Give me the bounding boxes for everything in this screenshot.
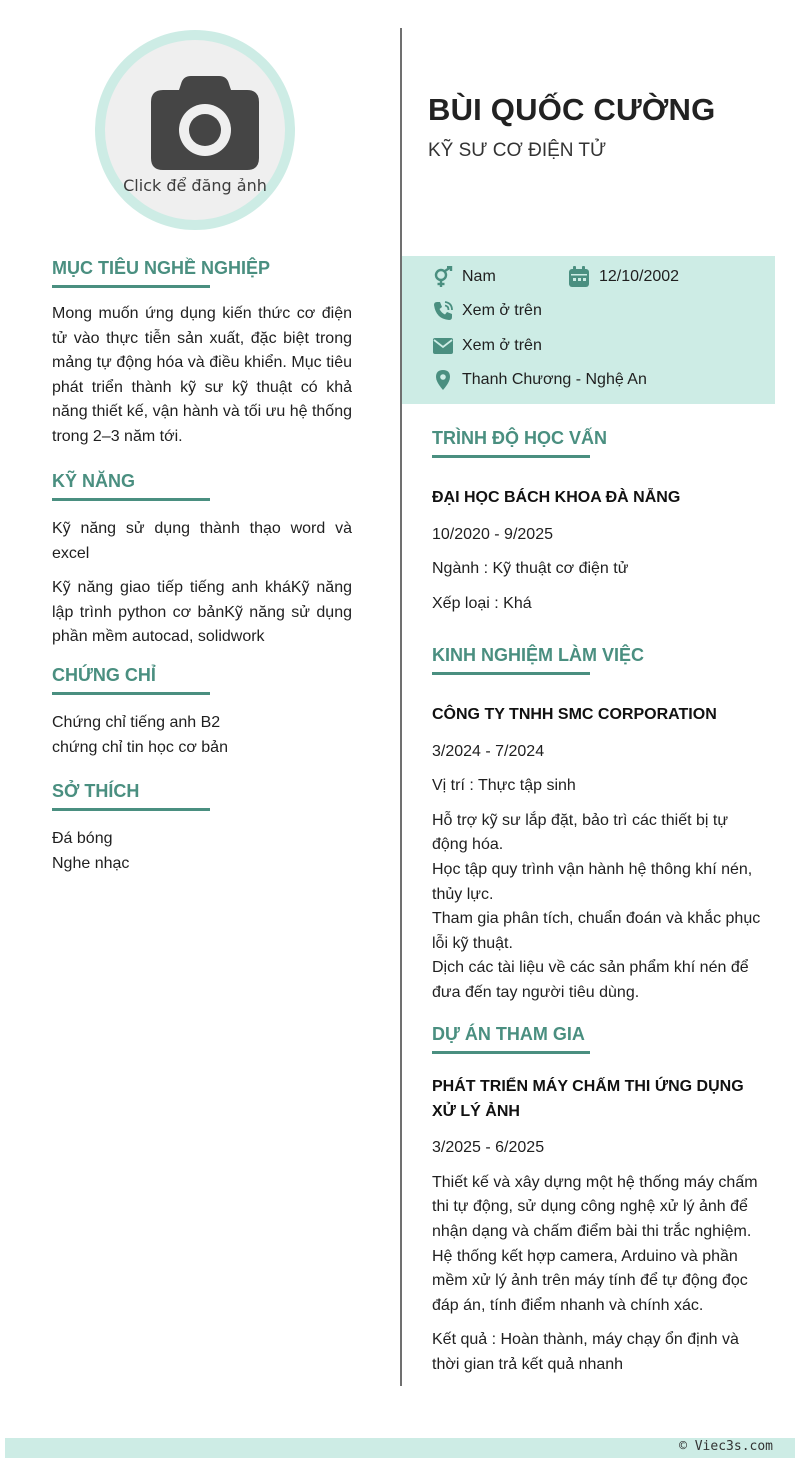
experience-duty: Học tập quy trình vận hành hệ thông khí nén, thủy lực. bbox=[432, 860, 753, 903]
education-section bbox=[432, 428, 762, 616]
skills-section bbox=[52, 471, 352, 650]
footer-bar bbox=[5, 1438, 795, 1458]
location-pin-icon bbox=[432, 369, 454, 391]
school-name: ĐẠI HỌC BÁCH KHOA ĐÀ NẴNG bbox=[432, 489, 681, 506]
section-underline bbox=[52, 498, 210, 501]
column-divider bbox=[400, 28, 402, 1386]
projects-title: DỰ ÁN THAM GIA bbox=[432, 1024, 585, 1044]
company-name: CÔNG TY TNHH SMC CORPORATION bbox=[432, 706, 717, 723]
section-underline bbox=[52, 285, 210, 288]
email-icon bbox=[432, 335, 454, 357]
section-underline bbox=[432, 455, 590, 458]
education-grade: Xếp loại : Khá bbox=[432, 594, 532, 612]
experience-position: Vị trí : Thực tập sinh bbox=[432, 777, 576, 795]
candidate-name: BÙI QUỐC CƯỜNG bbox=[428, 92, 716, 127]
certificate-item: Chứng chỉ tiếng anh B2 bbox=[52, 714, 221, 731]
avatar-upload[interactable] bbox=[95, 30, 295, 230]
avatar[interactable] bbox=[105, 40, 285, 220]
hobbies-section bbox=[52, 781, 352, 876]
hobby-item: Đá bóng bbox=[52, 830, 113, 847]
phone-icon bbox=[432, 300, 454, 322]
project-result: Kết quả : Hoàn thành, máy chạy ổn định và thời gian trả kết quả nhanh bbox=[432, 1331, 739, 1373]
education-major: Ngành : Kỹ thuật cơ điện tử bbox=[432, 560, 629, 578]
skill-item: Kỹ năng giao tiếp tiếng anh kháKỹ năng lập trình python cơ bảnKỹ năng sử dụng phần mềm autocad, solidwork bbox=[52, 579, 352, 646]
footer-copyright: © Viec3s.com bbox=[679, 1439, 773, 1454]
skill-item: Kỹ năng sử dụng thành thạo word và excel bbox=[52, 520, 352, 562]
calendar-icon bbox=[568, 266, 590, 288]
certificates-section bbox=[52, 665, 352, 760]
project-name: PHÁT TRIỂN MÁY CHẤM THI ỨNG DỤNG XỬ LÝ ẢNH bbox=[432, 1078, 744, 1120]
career-goal-section bbox=[52, 258, 352, 450]
contact-gender: Nam bbox=[462, 268, 496, 285]
experience-section bbox=[432, 645, 762, 1006]
career-goal-text: Mong muốn ứng dụng kiến thức cơ điện tử vào thực tiễn sản xuất, đặc biệt trong mảng tự động hóa và điều khiển. Mục tiêu phát triển thành kỹ sư kỹ thuật có khả năng thiết kế, vận hành và tối ưu hệ thống trong 2–3 năm tới. bbox=[52, 305, 352, 445]
certificates-title: CHỨNG CHỈ bbox=[52, 665, 156, 685]
project-period: 3/2025 - 6/2025 bbox=[432, 1139, 545, 1157]
contact-address: Thanh Chương - Nghệ An bbox=[462, 371, 647, 388]
skills-title: KỸ NĂNG bbox=[52, 471, 136, 491]
project-description: Thiết kế và xây dựng một hệ thống máy chấm thi tự động, sử dụng công nghệ xử lý ảnh để nhận dạng và chấm điểm bài thi trắc nghiệm. Hệ thống kết hợp camera, Arduino và phần mềm xử lý ảnh trên máy tính để tự động đọc đáp án, tính điểm nhanh và chính xác. bbox=[432, 1173, 758, 1314]
experience-duty: Dịch các tài liệu về các sản phẩm khí nén để đưa đến tay người tiêu dùng. bbox=[432, 959, 749, 1001]
certificate-item: chứng chỉ tin học cơ bản bbox=[52, 738, 228, 756]
education-period: 10/2020 - 9/2025 bbox=[432, 525, 553, 543]
experience-duty: Tham gia phân tích, chuẩn đoán và khắc phục lỗi kỹ thuật. bbox=[432, 910, 761, 952]
contact-birthday: 12/10/2002 bbox=[599, 268, 680, 285]
avatar-upload-label: Click để đăng ảnh bbox=[123, 176, 267, 195]
career-goal-title: MỤC TIÊU NGHỀ NGHIỆP bbox=[52, 258, 271, 278]
section-underline bbox=[52, 808, 210, 811]
experience-title: KINH NGHIỆM LÀM VIỆC bbox=[432, 645, 645, 665]
job-title: KỸ SƯ CƠ ĐIỆN TỬ bbox=[428, 140, 607, 161]
contact-panel bbox=[402, 256, 775, 404]
experience-period: 3/2024 - 7/2024 bbox=[432, 742, 545, 760]
section-underline bbox=[52, 692, 210, 695]
section-underline bbox=[432, 672, 590, 675]
gender-icon bbox=[432, 266, 454, 288]
hobbies-title: SỞ THÍCH bbox=[52, 781, 140, 801]
hobby-item: Nghe nhạc bbox=[52, 854, 130, 872]
education-title: TRÌNH ĐỘ HỌC VẤN bbox=[432, 428, 607, 448]
contact-email: Xem ở trên bbox=[462, 337, 542, 354]
projects-section bbox=[432, 1024, 762, 1378]
section-underline bbox=[432, 1051, 590, 1054]
camera-icon bbox=[151, 76, 259, 170]
experience-duty: Hỗ trợ kỹ sư lắp đặt, bảo trì các thiết bị tự động hóa. bbox=[432, 811, 729, 854]
contact-phone: Xem ở trên bbox=[462, 302, 542, 319]
